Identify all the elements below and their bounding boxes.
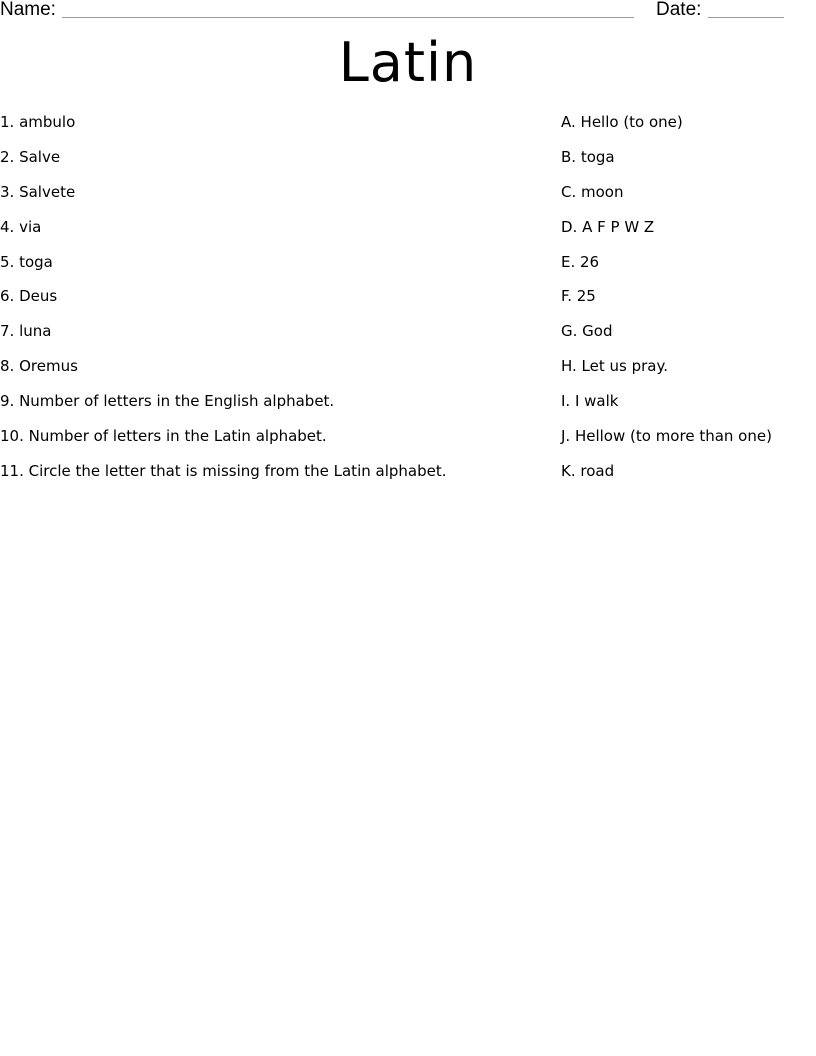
answer-item: I. I walk: [561, 392, 619, 411]
questions-list: [0, 111, 520, 495]
answer-item: F. 25: [561, 287, 596, 306]
question-item: 10. Number of letters in the Latin alphabet.: [0, 427, 327, 446]
answers-list: [561, 111, 811, 495]
answer-item: B. toga: [561, 147, 615, 166]
question-item: 3. Salvete: [0, 182, 76, 201]
name-blank-line[interactable]: [62, 17, 634, 18]
answer-item: J. Hellow (to more than one): [561, 427, 772, 446]
answer-item: K. road: [561, 461, 615, 480]
question-item: 7. luna: [0, 322, 52, 341]
question-item: 1. ambulo: [0, 113, 76, 131]
question-item: 2. Salve: [0, 147, 61, 166]
date-blank-line[interactable]: [708, 17, 784, 18]
answer-item: H. Let us pray.: [561, 357, 668, 376]
answer-item: D. A F P W Z: [561, 217, 655, 236]
question-item: 6. Deus: [0, 287, 58, 306]
question-item: 11. Circle the letter that is missing from the Latin alphabet.: [0, 461, 447, 480]
question-item: 4. via: [0, 217, 42, 236]
question-item: 9. Number of letters in the English alphabet.: [0, 392, 335, 411]
answer-item: C. moon: [561, 182, 624, 201]
answer-item: G. God: [561, 322, 613, 341]
date-label: Date:: [656, 0, 702, 20]
worksheet-title: Latin: [338, 31, 478, 94]
answer-item: E. 26: [561, 252, 600, 271]
worksheet-header: [0, 0, 816, 24]
name-label: Name:: [0, 0, 56, 20]
question-item: 8. Oremus: [0, 357, 78, 376]
answer-item: A. Hello (to one): [561, 113, 683, 131]
question-item: 5. toga: [0, 252, 53, 271]
